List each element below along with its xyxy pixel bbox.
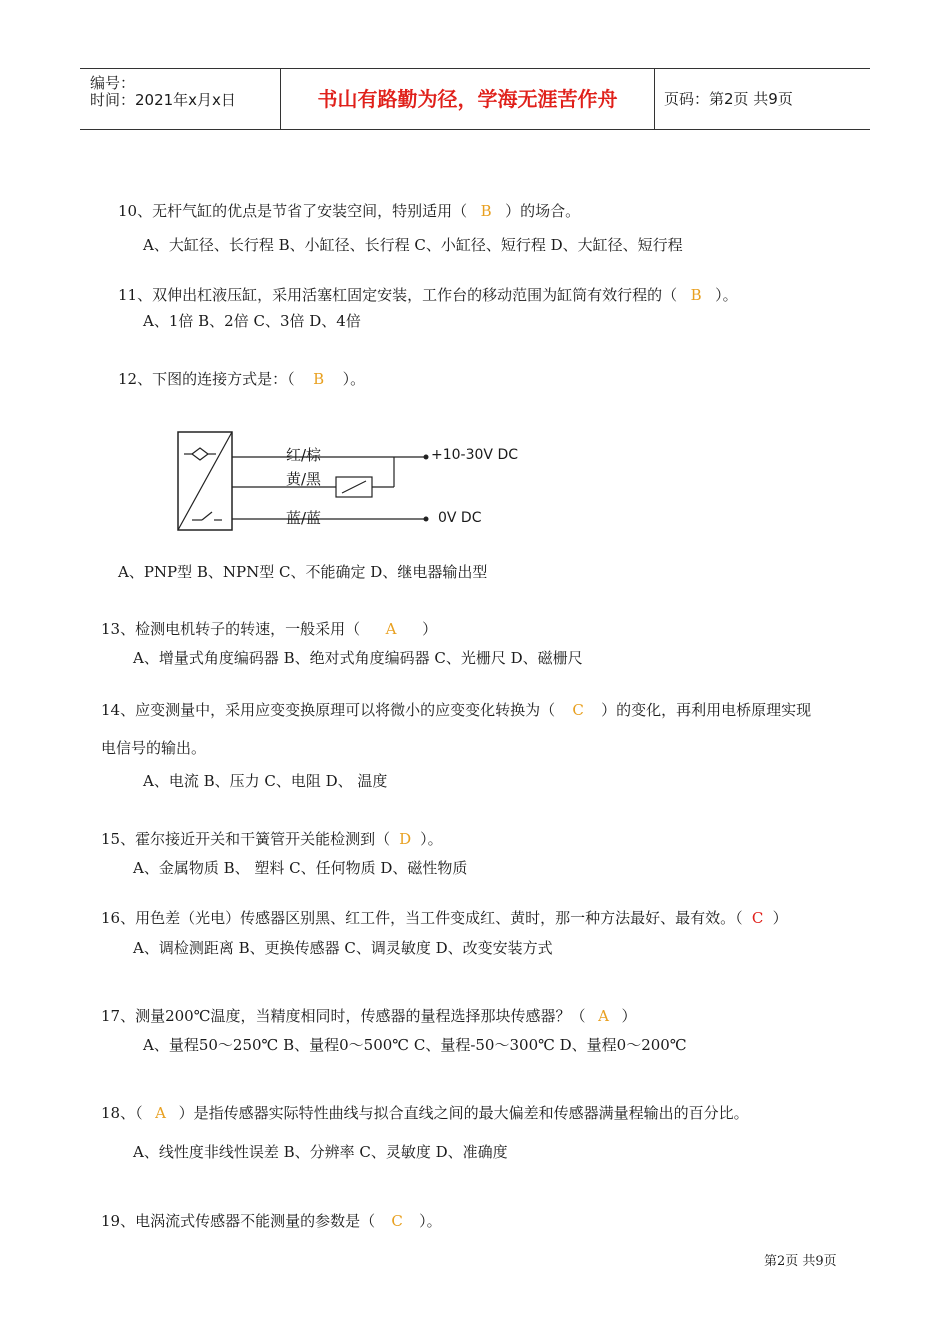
question-text-end: ）是指传感器实际特性曲线与拟合直线之间的最大偏差和传感器满量程输出的百分比。 (178, 1104, 749, 1122)
question-10 (118, 200, 580, 221)
question-text: 14、应变测量中，采用应变变换原理可以将微小的应变变化转换为（ (101, 701, 556, 719)
answer: A (598, 1007, 609, 1025)
question-12-options: A、PNP型 B、NPN型 C、不能确定 D、继电器输出型 (118, 563, 488, 581)
question-11-options: A、1倍 B、2倍 C、3倍 D、4倍 (143, 312, 361, 330)
terminal-negative (424, 517, 429, 522)
question-text-end: ）。 (420, 830, 443, 848)
question-13 (101, 618, 437, 639)
question-text: 18、（ (101, 1104, 143, 1122)
question-text-end: ）的变化，再利用电桥原理实现 (601, 701, 812, 719)
question-text-end: ） (422, 620, 438, 638)
answer: B (313, 370, 325, 388)
switch-icon (192, 512, 222, 520)
question-14 (101, 699, 811, 720)
wire-label-black: 黄/黑 (286, 470, 322, 488)
question-14-options: A、电流 B、压力 C、电阻 D、 温度 (143, 772, 388, 790)
header-meta (80, 69, 281, 129)
answer: B (690, 286, 702, 304)
question-text-end: ）。 (715, 286, 738, 304)
question-text: 17、测量200℃温度，当精度相同时，传感器的量程选择那块传感器？（ (101, 1007, 586, 1025)
answer: C (751, 909, 764, 927)
wire-label-blue: 蓝/蓝 (286, 509, 322, 527)
supply-negative-label: 0V DC (438, 510, 482, 526)
answer: C (572, 701, 584, 719)
question-10-options: A、大缸径、长行程 B、小缸径、长行程 C、小缸径、短行程 D、大缸径、短行程 (143, 236, 683, 254)
question-18 (101, 1102, 749, 1123)
question-15 (101, 828, 443, 849)
question-14-line2: 电信号的输出。 (101, 739, 207, 757)
question-16-options: A、调检测距离 B、更换传感器 C、调灵敏度 D、改变安装方式 (133, 939, 553, 957)
question-text: 19、电涡流式传感器不能测量的参数是（ (101, 1212, 376, 1230)
question-text-end: ）。 (419, 1212, 442, 1230)
time-label: 时间：2021年x月x日 (90, 91, 236, 109)
answer: A (385, 620, 397, 638)
question-text: 13、检测电机转子的转速，一般采用（ (101, 620, 361, 638)
question-17 (101, 1005, 637, 1026)
question-text: 15、霍尔接近开关和干簧管开关能检测到（ (101, 830, 391, 848)
question-19 (101, 1210, 442, 1231)
page-footer: 第2页 共9页 (764, 1254, 837, 1269)
npn-sensor-wiring-diagram (170, 430, 530, 534)
question-18-options: A、线性度非线性误差 B、分辨率 C、灵敏度 D、准确度 (133, 1143, 508, 1161)
page-header (80, 68, 870, 130)
question-text: 11、双伸出杠液压缸，采用活塞杠固定安装，工作台的移动范围为缸筒有效行程的（ (118, 286, 678, 304)
wire-label-brown: 红/棕 (286, 446, 322, 464)
answer: D (399, 830, 412, 848)
question-text: 16、用色差（光电）传感器区别黑、红工件，当工件变成红、黄时，那一种方法最好、最有效。（ (101, 909, 743, 927)
question-17-options: A、量程50～250℃ B、量程0～500℃ C、量程-50～300℃ D、量程0～200℃ (143, 1036, 687, 1054)
question-text: 10、无杆气缸的优点是节省了安装空间，特别适用（ (118, 202, 468, 220)
question-15-options: A、金属物质 B、 塑料 C、任何物质 D、磁性物质 (133, 859, 468, 877)
header-motto: 书山有路勤为径，学海无涯苦作舟 (281, 69, 655, 129)
question-text-end: ） (772, 909, 788, 927)
sensor-diagonal (178, 432, 232, 530)
question-11 (118, 284, 738, 305)
header-page-label: 页码：第2页 共9页 (664, 90, 793, 108)
answer: A (155, 1104, 167, 1122)
number-label: 编号： (90, 74, 136, 92)
question-13-options: A、增量式角度编码器 B、绝对式角度编码器 C、光栅尺 D、磁栅尺 (133, 649, 583, 667)
sensor-face-icon (184, 448, 216, 460)
answer: B (480, 202, 492, 220)
question-12 (118, 368, 365, 389)
terminal-positive (424, 455, 429, 460)
question-text-end: ） (621, 1007, 637, 1025)
question-text-end: ）。 (342, 370, 366, 388)
question-text-end: ）的场合。 (505, 202, 581, 220)
question-16 (101, 907, 788, 928)
question-text: 12、下图的连接方式是：（ (118, 370, 295, 388)
answer: C (391, 1212, 403, 1230)
supply-positive-label: +10-30V DC (431, 447, 518, 463)
